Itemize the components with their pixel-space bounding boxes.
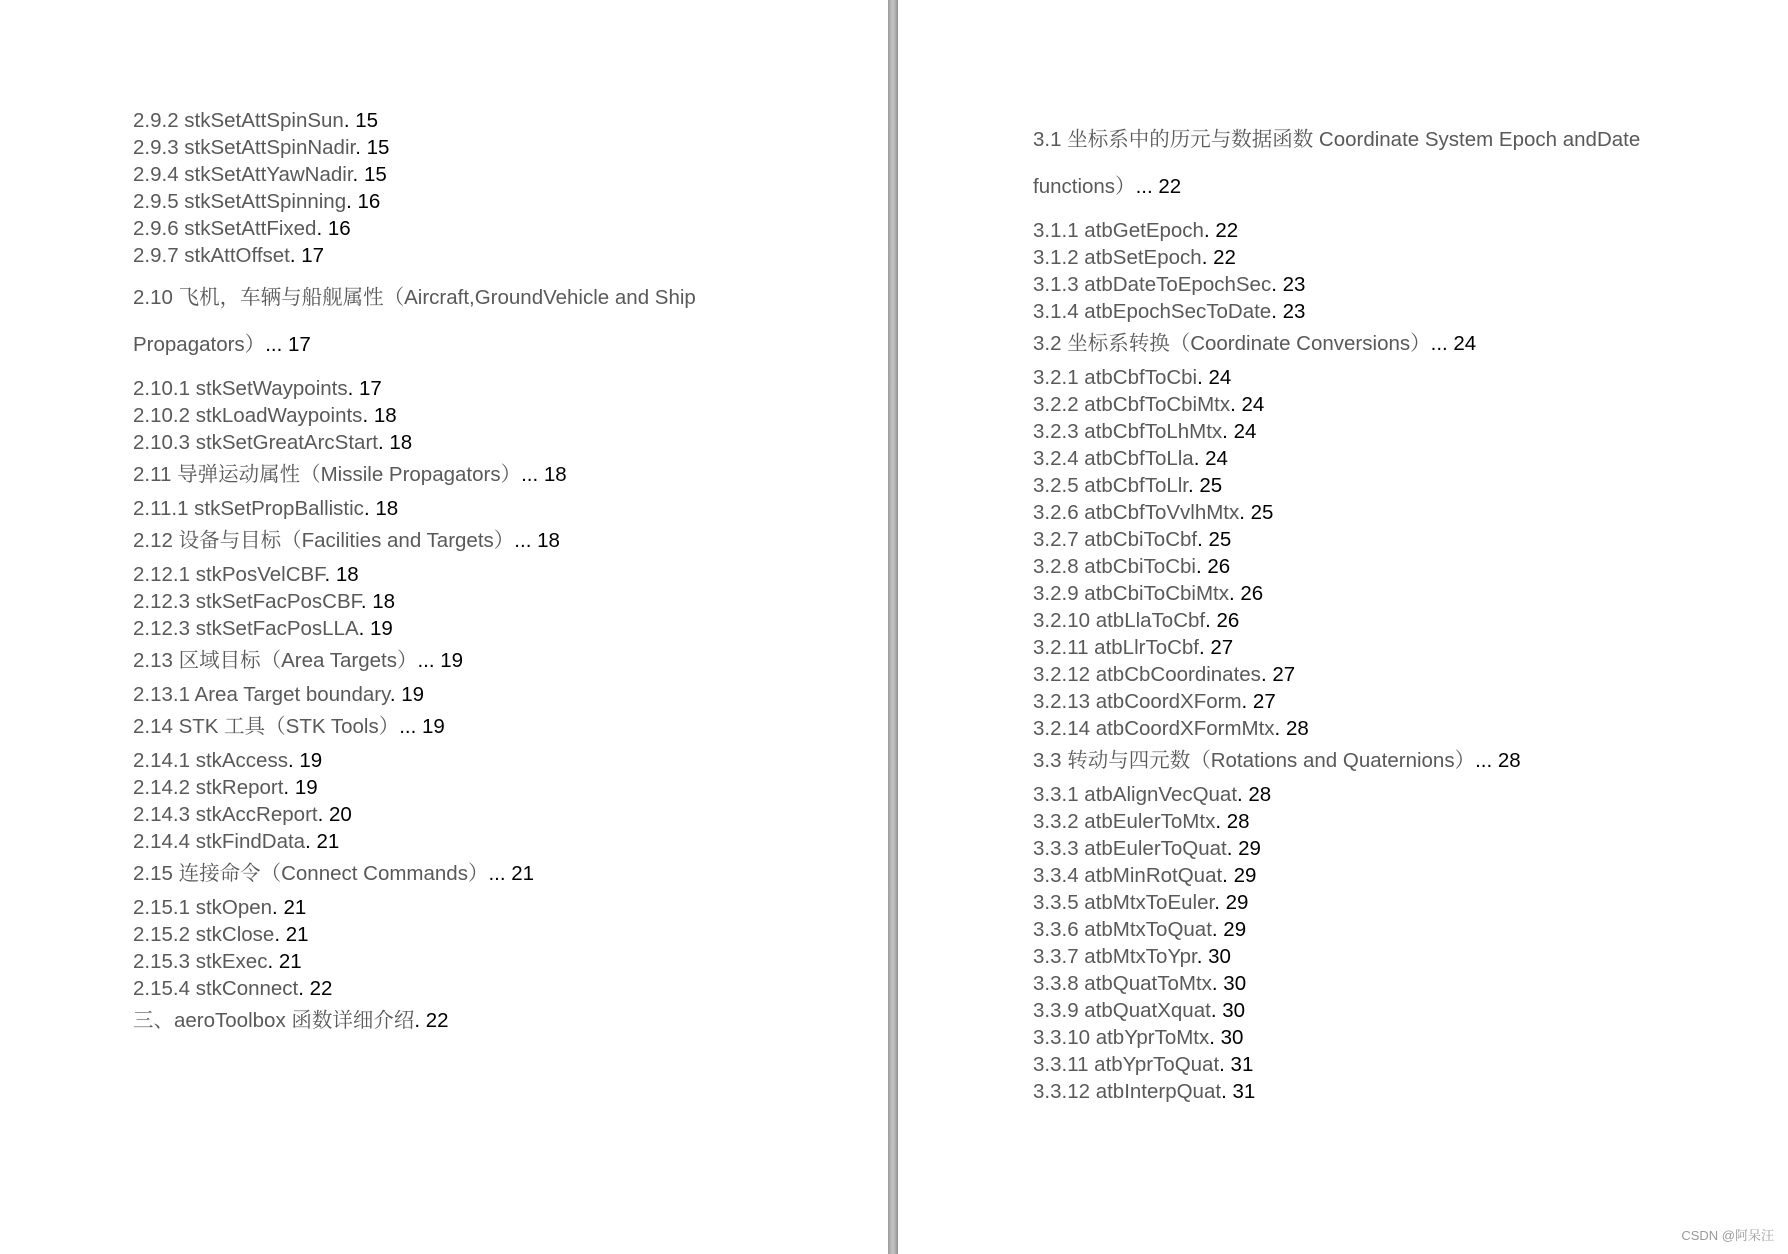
watermark: CSDN @阿呆汪 — [1681, 1228, 1774, 1243]
toc-section-heading[interactable]: 2.14 STK 工具（STK Tools）... 19 — [133, 715, 445, 738]
toc-entry[interactable]: 2.9.3 stkSetAttSpinNadir. 15 — [133, 136, 390, 159]
toc-entry[interactable]: 2.15.2 stkClose. 21 — [133, 923, 309, 946]
toc-entry[interactable]: 3.2.13 atbCoordXForm. 27 — [1033, 690, 1276, 713]
toc-entry[interactable]: 3.3.8 atbQuatToMtx. 30 — [1033, 972, 1247, 995]
toc-entry[interactable]: 3.3.11 atbYprToQuat. 31 — [1033, 1053, 1254, 1076]
toc-entry[interactable]: 2.9.2 stkSetAttSpinSun. 15 — [133, 109, 379, 132]
toc-entry[interactable]: 3.1.1 atbGetEpoch. 22 — [1033, 219, 1239, 242]
toc-entry[interactable]: 3.3.5 atbMtxToEuler. 29 — [1033, 891, 1249, 914]
toc-entry[interactable]: 2.12.1 stkPosVelCBF. 18 — [133, 563, 359, 586]
toc-entry[interactable]: 3.2.12 atbCbCoordinates. 27 — [1033, 663, 1296, 686]
toc-section-heading[interactable]: 2.10 飞机，车辆与船舰属性（Aircraft,GroundVehicle and Ship Propagators）... 17 — [133, 286, 696, 356]
toc-entry[interactable]: 2.9.4 stkSetAttYawNadir. 15 — [133, 163, 387, 186]
toc-entry[interactable]: 3.2.6 atbCbfToVvlhMtx. 25 — [1033, 501, 1274, 524]
toc-section-heading[interactable]: 3.2 坐标系转换（Coordinate Conversions）... 24 — [1033, 332, 1477, 355]
toc-entry[interactable]: 2.9.5 stkSetAttSpinning. 16 — [133, 190, 381, 213]
toc-entry[interactable]: 3.2.2 atbCbfToCbiMtx. 24 — [1033, 393, 1265, 416]
toc-entry[interactable]: 3.2.4 atbCbfToLla. 24 — [1033, 447, 1228, 470]
toc-entry[interactable]: 3.3.3 atbEulerToQuat. 29 — [1033, 837, 1261, 860]
toc-entry[interactable]: 3.2.3 atbCbfToLhMtx. 24 — [1033, 420, 1257, 443]
toc-entry[interactable]: 3.3.10 atbYprToMtx. 30 — [1033, 1026, 1244, 1049]
toc-entry[interactable]: 2.14.4 stkFindData. 21 — [133, 830, 340, 853]
toc-entry[interactable]: 3.2.9 atbCbiToCbiMtx. 26 — [1033, 582, 1264, 605]
toc-entry[interactable]: 3.3.9 atbQuatXquat. 30 — [1033, 999, 1246, 1022]
toc-section-heading[interactable]: 2.15 连接命令（Connect Commands）... 21 — [133, 862, 535, 885]
toc-entry[interactable]: 3.3.4 atbMinRotQuat. 29 — [1033, 864, 1257, 887]
toc-list-right — [1033, 116, 1653, 1105]
toc-entry[interactable]: 3.2.8 atbCbiToCbi. 26 — [1033, 555, 1231, 578]
toc-entry[interactable]: 2.12.3 stkSetFacPosLLA. 19 — [133, 617, 393, 640]
toc-entry[interactable]: 3.2.1 atbCbfToCbi. 24 — [1033, 366, 1232, 389]
toc-entry[interactable]: 2.10.1 stkSetWaypoints. 17 — [133, 377, 382, 400]
toc-section-heading[interactable]: 2.11 导弹运动属性（Missile Propagators）... 18 — [133, 463, 567, 486]
toc-entry[interactable]: 3.3.7 atbMtxToYpr. 30 — [1033, 945, 1231, 968]
left-page — [0, 0, 888, 1254]
toc-entry[interactable]: 2.15.3 stkExec. 21 — [133, 950, 302, 973]
toc-entry[interactable]: 2.10.2 stkLoadWaypoints. 18 — [133, 404, 397, 427]
toc-entry[interactable]: 3.2.5 atbCbfToLlr. 25 — [1033, 474, 1223, 497]
toc-chapter-heading[interactable]: 三、aeroToolbox 函数详细介绍. 22 — [133, 1009, 449, 1032]
toc-entry[interactable]: 3.2.11 atbLlrToCbf. 27 — [1033, 636, 1234, 659]
toc-entry[interactable]: 3.2.14 atbCoordXFormMtx. 28 — [1033, 717, 1309, 740]
toc-entry[interactable]: 2.10.3 stkSetGreatArcStart. 18 — [133, 431, 413, 454]
right-page — [898, 0, 1788, 1254]
toc-entry[interactable]: 3.1.4 atbEpochSecToDate. 23 — [1033, 300, 1306, 323]
page-gutter-divider — [888, 0, 898, 1254]
toc-section-heading[interactable]: 2.13 区域目标（Area Targets）... 19 — [133, 649, 464, 672]
toc-entry[interactable]: 3.3.12 atbInterpQuat. 31 — [1033, 1080, 1256, 1103]
toc-entry[interactable]: 2.15.4 stkConnect. 22 — [133, 977, 333, 1000]
toc-entry[interactable]: 2.12.3 stkSetFacPosCBF. 18 — [133, 590, 396, 613]
toc-entry[interactable]: 3.1.3 atbDateToEpochSec. 23 — [1033, 273, 1306, 296]
toc-list-left — [133, 107, 733, 1041]
toc-entry[interactable]: 2.14.2 stkReport. 19 — [133, 776, 318, 799]
toc-entry[interactable]: 2.14.3 stkAccReport. 20 — [133, 803, 352, 826]
toc-entry[interactable]: 3.2.10 atbLlaToCbf. 26 — [1033, 609, 1240, 632]
toc-entry[interactable]: 2.9.6 stkSetAttFixed. 16 — [133, 217, 351, 240]
toc-section-heading[interactable]: 3.3 转动与四元数（Rotations and Quaternions）... 28 — [1033, 749, 1521, 772]
toc-entry[interactable]: 2.13.1 Area Target boundary. 19 — [133, 683, 425, 706]
toc-section-heading[interactable]: 2.12 设备与目标（Facilities and Targets）... 18 — [133, 529, 560, 552]
toc-entry[interactable]: 2.11.1 stkSetPropBallistic. 18 — [133, 497, 399, 520]
toc-entry[interactable]: 3.3.2 atbEulerToMtx. 28 — [1033, 810, 1250, 833]
toc-entry[interactable]: 3.1.2 atbSetEpoch. 22 — [1033, 246, 1236, 269]
toc-entry[interactable]: 3.3.1 atbAlignVecQuat. 28 — [1033, 783, 1272, 806]
toc-section-heading[interactable]: 3.1 坐标系中的历元与数据函数 Coordinate System Epoch andDate functions）... 22 — [1033, 128, 1641, 198]
toc-entry[interactable]: 2.14.1 stkAccess. 19 — [133, 749, 323, 772]
toc-entry[interactable]: 2.9.7 stkAttOffset. 17 — [133, 244, 325, 267]
toc-entry[interactable]: 3.3.6 atbMtxToQuat. 29 — [1033, 918, 1247, 941]
toc-entry[interactable]: 3.2.7 atbCbiToCbf. 25 — [1033, 528, 1232, 551]
toc-entry[interactable]: 2.15.1 stkOpen. 21 — [133, 896, 307, 919]
